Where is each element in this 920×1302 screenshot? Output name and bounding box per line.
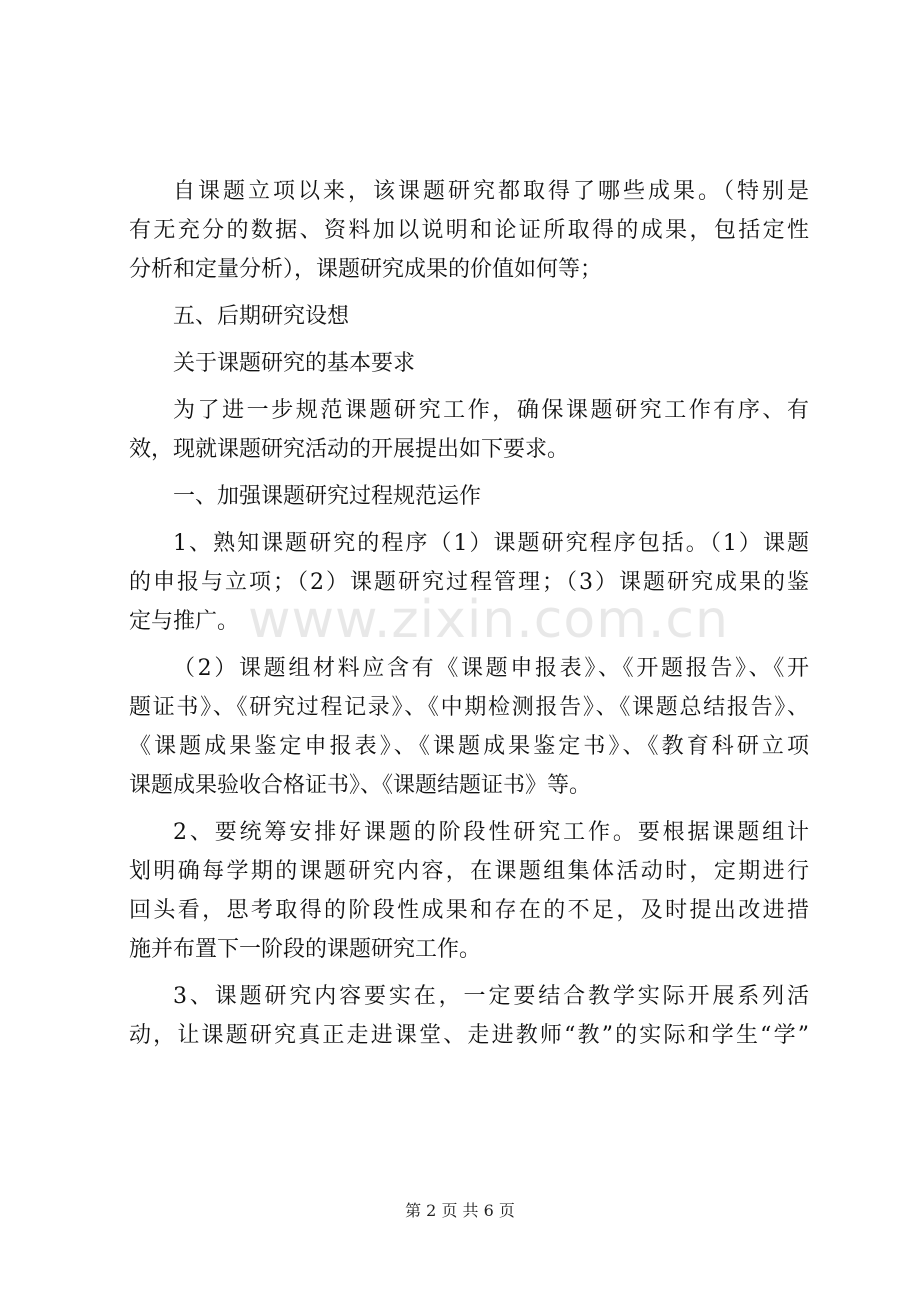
- paragraph-line: 2、要统筹安排好课题的阶段性研究工作。要根据课题组计: [173, 820, 809, 845]
- section-heading: 五、后期研究设想: [173, 304, 350, 329]
- page-number-footer: 第 2 页 共 6 页: [405, 1201, 515, 1220]
- paragraph-line: 定与推广。: [129, 609, 240, 634]
- watermark: www.zixin.com.cn: [248, 590, 729, 650]
- section-heading: 关于课题研究的基本要求: [173, 351, 416, 376]
- paragraph-line: 的申报与立项；（2）课题研究过程管理；（3）课题研究成果的鉴: [129, 570, 809, 595]
- paragraph-line: 1、熟知课题研究的程序（1）课题研究程序包括。（1）课题: [173, 531, 809, 556]
- section-heading: 一、加强课题研究过程规范运作: [173, 484, 482, 509]
- paragraph-line: 施并布置下一阶段的课题研究工作。: [129, 937, 482, 962]
- paragraph-line: 《课题成果鉴定申报表》、《课题成果鉴定书》、《教育科研立项: [129, 734, 809, 759]
- paragraph-line: 动，让课题研究真正走进课堂、走进教师“教”的实际和学生“学”: [129, 1023, 809, 1048]
- paragraph-line: 效，现就课题研究活动的开展提出如下要求。: [129, 437, 570, 462]
- paragraph-line: 为了进一步规范课题研究工作，确保课题研究工作有序、有: [173, 398, 809, 423]
- paragraph-line: （2）课题组材料应含有《课题申报表》、《开题报告》、《开: [173, 656, 809, 681]
- paragraph-line: 有无充分的数据、资料加以说明和论证所取得的成果，包括定性: [129, 218, 809, 243]
- paragraph-line: 回头看，思考取得的阶段性成果和存在的不足，及时提出改进措: [129, 898, 809, 923]
- paragraph-line: 课题成果验收合格证书》、《课题结题证书》等。: [129, 773, 592, 798]
- paragraph-line: 分析和定量分析），课题研究成果的价值如何等；: [129, 257, 603, 282]
- paragraph-line: 题证书》、《研究过程记录》、《中期检测报告》、《课题总结报告》、: [129, 695, 809, 720]
- paragraph-line: 划明确每学期的课题研究内容，在课题组集体活动时，定期进行: [129, 859, 809, 884]
- paragraph-line: 3、课题研究内容要实在，一定要结合教学实际开展系列活: [173, 984, 809, 1009]
- paragraph-line: 自课题立项以来，该课题研究都取得了哪些成果。（特别是: [173, 179, 809, 204]
- document-body: [129, 172, 809, 1055]
